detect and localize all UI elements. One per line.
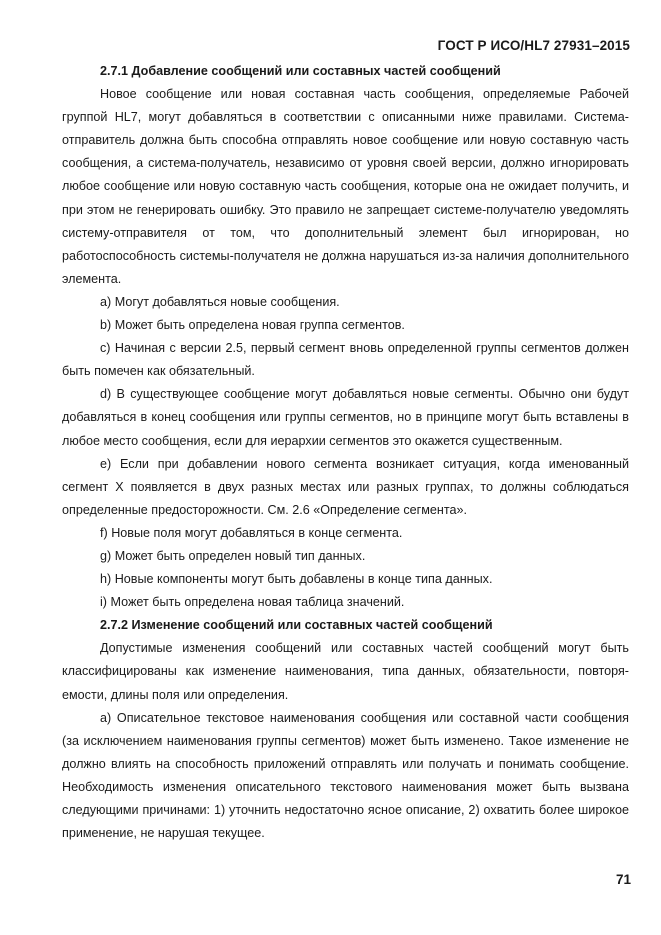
page-body (62, 60, 629, 845)
list-item-a: a) Могут добавляться новые сообщения. (100, 294, 340, 309)
section-heading-2-7-2: 2.7.2 Изменение сообщений или составных частей сообщений (100, 618, 493, 633)
list-item-d: d) В существующее сообщение могут добавляться новые сегменты. Обычно они будут добавляться в конец сообщения или группы сегментов, но в принципе могут быть вставлены в любое место сообщения, если для иерархии сегментов это окажется существенным. (62, 387, 629, 448)
paragraph-change-a: a) Описательное текстовое наименования сообщения или составной части сообщения (за исключением наименования группы сегментов) может быть изменено. Такое изменение не должно влиять на способность приложений отправлять или получать и понимать сообщение. Необходимость изменения описательного текстового наименования может быть вызвана следующими причинами: 1) уточнить недостаточно ясное описание, 2) охватить более широкое применение, не нарушая текущее. (62, 710, 629, 841)
list-item-e: e) Если при добавлении нового сегмента возникает ситуация, когда именованный сегмент X появляется в двух разных местах или разных группах, то должны соблюдаться определенные предосторожности. См. 2.6 «Определение сегмента». (62, 456, 629, 517)
page-number: 71 (615, 872, 631, 887)
list-item-i: i) Может быть определена новая таблица значений. (100, 595, 405, 610)
list-item-f: f) Новые поля могут добавляться в конце сегмента. (100, 525, 403, 540)
list-item-b: b) Может быть определена новая группа сегментов. (100, 318, 405, 333)
document-header: ГОСТ Р ИСО/HL7 27931–2015 (437, 38, 630, 53)
list-item-h: h) Новые компоненты могут быть добавлены в конце типа данных. (100, 572, 493, 587)
paragraph-intro: Новое сообщение или новая составная часть сообщения, определяемые Рабочей группой HL7, могут добавляться в соответствии с описанными ниже правилами. Система-отправитель должна быть способна отправлять новое сообщение или новую составную часть сообщения, а система-получатель, независимо от уровня своей версии, должно игнорировать любое сообщение или новую составную часть сообщения, которые она не ожидает получить, и при этом не генерировать ошибку. Это правило не запрещает системе-получателю уведомлять систему-отправителя от том, что дополнительный элемент был игнорирован, но работоспособность системы-получателя не должна нарушаться из-за наличия дополнительного элемента. (62, 87, 629, 286)
list-item-c: c) Начиная с версии 2.5, первый сегмент вновь определенной группы сегментов должен быть помечен как обязательный. (62, 341, 629, 379)
paragraph-changes: Допустимые изменения сообщений или составных частей сообщений могут быть классифицированы как изменение наименования, типа данных, обязательности, повторяемости, длины поля или определения. (62, 641, 629, 702)
list-item-g: g) Может быть определен новый тип данных. (100, 548, 366, 563)
section-heading-2-7-1: 2.7.1 Добавление сообщений или составных частей сообщений (100, 64, 501, 78)
